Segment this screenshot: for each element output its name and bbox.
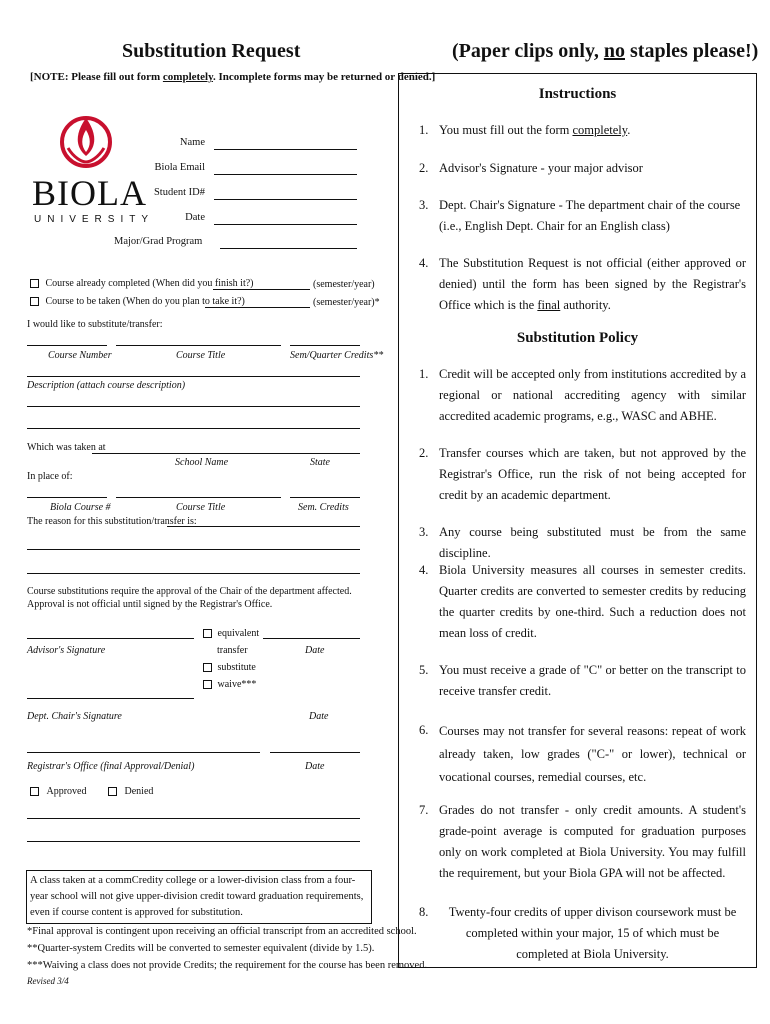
email-field[interactable] bbox=[214, 174, 357, 175]
sem-credits-label: Sem. Credits bbox=[298, 502, 349, 513]
instruction-1-num: 1. bbox=[419, 123, 429, 137]
paperclip-post: staples please!) bbox=[625, 40, 759, 62]
waive-checkbox[interactable] bbox=[203, 680, 212, 689]
date-field[interactable] bbox=[214, 224, 357, 225]
logo-subtitle: UNIVERSITY bbox=[34, 214, 155, 225]
footnote-2: **Quarter-system Credits will be converted to semester equivalent (divide by 1.5). bbox=[27, 943, 375, 954]
email-label: Biola Email bbox=[154, 162, 205, 173]
date-label: Date bbox=[185, 212, 205, 223]
denied-checkbox[interactable] bbox=[108, 787, 117, 796]
policy-3: Any course being substituted must be from the same discipline. bbox=[439, 525, 746, 560]
name-label: Name bbox=[179, 137, 205, 148]
registrar-signature-field[interactable] bbox=[27, 752, 260, 753]
course-completed-option bbox=[30, 278, 254, 289]
paperclip-pre: (Paper clips only, bbox=[452, 40, 604, 62]
credits-label: Sem/Quarter Credits** bbox=[290, 350, 384, 361]
instruction-2-num: 2. bbox=[419, 161, 429, 175]
footnote-3: ***Waiving a class does not provide Credits; the requirement for the course has been removed. bbox=[27, 960, 428, 971]
policy-2: Transfer courses which are taken, but not approved by the Registrar's Office, run the risk of not being accepted for credit by an academic department. bbox=[439, 446, 746, 502]
date1-label: Date bbox=[305, 645, 325, 656]
course-title2-label: Course Title bbox=[176, 502, 226, 513]
policy-1-num: 1. bbox=[419, 367, 429, 381]
waive-label: waive*** bbox=[217, 679, 257, 690]
registrar-signature-label: Registrar's Office (final Approval/Denial) bbox=[27, 761, 195, 772]
instruction-3-num: 3. bbox=[419, 198, 429, 212]
registrar-notes-line-1[interactable] bbox=[27, 818, 360, 819]
form-note bbox=[30, 71, 435, 83]
approved-option bbox=[30, 786, 87, 797]
policy-7: Grades do not transfer - only credit amounts. A student's grade-point average is computed for graduation purposes only on work completed at Biola University. You may fulfill the requirement, but your Biola GPA will not be affected. bbox=[439, 803, 746, 880]
date3-field[interactable] bbox=[270, 752, 360, 753]
name-field[interactable] bbox=[214, 149, 357, 150]
description-line-2[interactable] bbox=[27, 406, 360, 407]
school-name-label: School Name bbox=[175, 457, 229, 468]
chair-signature-field[interactable] bbox=[27, 698, 194, 699]
paperclip-no: no bbox=[603, 40, 625, 62]
approved-label: Approved bbox=[46, 786, 87, 797]
paperclip-notice bbox=[452, 40, 758, 63]
policy-8: Twenty-four credits of upper divison coursework must be completed within your major, 15 of which must be completed at Biola University. bbox=[448, 905, 737, 961]
reason-line-2[interactable] bbox=[27, 549, 360, 550]
policy-6: Courses may not transfer for several reasons: repeat of work already taken, low grades ("C-" or lower), technical or vocational courses, remedial courses, etc. bbox=[439, 724, 746, 784]
waive-option bbox=[203, 679, 256, 690]
instruction-4-post: authority. bbox=[560, 298, 611, 312]
course-to-be-taken-suffix: (semester/year)* bbox=[313, 297, 380, 308]
credits-field[interactable] bbox=[290, 345, 360, 346]
policy-7-num: 7. bbox=[419, 803, 429, 817]
substitute-option bbox=[203, 662, 256, 673]
course-number-label: Course Number bbox=[48, 350, 112, 361]
instruction-4 bbox=[439, 253, 746, 316]
course-to-be-taken-checkbox[interactable] bbox=[30, 297, 39, 306]
policy-2-num: 2. bbox=[419, 446, 429, 460]
note-underlined: completely bbox=[162, 71, 214, 83]
form-title: Substitution Request bbox=[122, 40, 301, 62]
school-field[interactable] bbox=[92, 453, 360, 454]
note-pre: [NOTE: Please fill out form bbox=[30, 71, 163, 83]
logo-name: BIOLA bbox=[32, 173, 147, 213]
equivalent-label: equivalent bbox=[217, 628, 260, 639]
advisor-signature-field[interactable] bbox=[27, 638, 194, 639]
biola-course-field[interactable] bbox=[27, 497, 107, 498]
date1-field[interactable] bbox=[263, 638, 360, 639]
instruction-4-pre: The Substitution Request is not official (either approved or denied) until the form has been signed by the Registrar's Office which is the bbox=[439, 256, 746, 312]
approval-statement: Course substitutions require the approval of the Chair of the department affected. Approval is not official until signed by the Registrar's Office. bbox=[27, 586, 352, 610]
substitute-checkbox[interactable] bbox=[203, 663, 212, 672]
denied-label: Denied bbox=[124, 786, 154, 797]
instruction-4-num: 4. bbox=[419, 256, 429, 270]
course-completed-suffix: (semester/year) bbox=[313, 279, 375, 290]
course-completed-checkbox[interactable] bbox=[30, 279, 39, 288]
student-id-field[interactable] bbox=[214, 199, 357, 200]
denied-option bbox=[108, 786, 153, 797]
program-label: Major/Grad Program bbox=[114, 236, 203, 247]
sem-credits-field[interactable] bbox=[290, 497, 360, 498]
instruction-1-post: . bbox=[627, 123, 631, 137]
policy-4-num: 4. bbox=[419, 563, 429, 577]
description-line-3[interactable] bbox=[27, 428, 360, 429]
in-place-of-label: In place of: bbox=[27, 471, 73, 482]
policy-5-num: 5. bbox=[419, 663, 429, 677]
chair-signature-label: Dept. Chair's Signature bbox=[27, 711, 122, 722]
course-title-label: Course Title bbox=[176, 350, 226, 361]
state-label: State bbox=[310, 457, 330, 468]
policy-6-num: 6. bbox=[419, 723, 429, 737]
equivalent-option bbox=[203, 628, 259, 639]
substitute-intro: I would like to substitute/transfer: bbox=[27, 319, 163, 330]
note-post: . Incomplete forms may be returned or denied.] bbox=[213, 71, 436, 83]
transfer-label: transfer bbox=[217, 645, 248, 656]
biola-course-label: Biola Course # bbox=[50, 502, 111, 513]
policy-4: Biola University measures all courses in semester credits. Quarter credits are converted to semester credits by reducing the quarter credits by one-third. Such a reduction does not mean loss of credit. bbox=[439, 563, 746, 640]
policy-heading: Substitution Policy bbox=[516, 330, 639, 346]
course-number-field[interactable] bbox=[27, 345, 107, 346]
advisor-signature-label: Advisor's Signature bbox=[27, 645, 106, 656]
instruction-1-u: completely bbox=[572, 123, 628, 137]
instructions-heading: Instructions bbox=[538, 86, 617, 102]
course-title-field[interactable] bbox=[116, 345, 281, 346]
course-to-be-taken-field[interactable] bbox=[205, 307, 310, 308]
instruction-2: Advisor's Signature - your major advisor bbox=[439, 161, 643, 175]
biola-flame-icon bbox=[56, 108, 116, 172]
instruction-1 bbox=[439, 120, 746, 141]
instruction-1-pre: You must fill out the form bbox=[439, 123, 573, 137]
policy-5: You must receive a grade of "C" or better on the transcript to receive transfer credit. bbox=[439, 663, 746, 698]
date3-label: Date bbox=[305, 761, 325, 772]
policy-3-num: 3. bbox=[419, 525, 429, 539]
course-completed-label: Course already completed (When did you finish it?) bbox=[45, 278, 254, 289]
description-label: Description (attach course description) bbox=[27, 380, 186, 391]
course-completed-field[interactable] bbox=[213, 289, 310, 290]
program-field[interactable] bbox=[220, 248, 357, 249]
revised-label: Revised 3/4 bbox=[27, 976, 69, 986]
reason-field[interactable] bbox=[167, 526, 360, 527]
course-to-be-taken-option bbox=[30, 296, 245, 307]
reason-line-3[interactable] bbox=[27, 573, 360, 574]
policy-8-num: 8. bbox=[419, 905, 429, 919]
registrar-notes-line-2[interactable] bbox=[27, 841, 360, 842]
footnote-1: *Final approval is contingent upon receiving an official transcript from an accredited school. bbox=[27, 926, 417, 937]
approved-checkbox[interactable] bbox=[30, 787, 39, 796]
substitute-label: substitute bbox=[217, 662, 256, 673]
instruction-4-u: final bbox=[537, 298, 561, 312]
boxed-note: A class taken at a commCredity college or a lower-division class from a four-year school will not give upper-division credit toward graduation requirements, even if course content is approved for substitution. bbox=[26, 870, 372, 924]
course-to-be-taken-label: Course to be taken (When do you plan to take it?) bbox=[45, 296, 245, 307]
taken-at-label: Which was taken at bbox=[27, 442, 106, 453]
policy-1: Credit will be accepted only from institutions accredited by a regional or national accrediting agency with similar accredited academic programs, e.g., WASC and ABHE. bbox=[439, 367, 746, 423]
date2-label: Date bbox=[309, 711, 329, 722]
student-id-label: Student ID# bbox=[153, 187, 205, 198]
reason-label: The reason for this substitution/transfer is: bbox=[27, 516, 197, 527]
equivalent-checkbox[interactable] bbox=[203, 629, 212, 638]
instruction-3: Dept. Chair's Signature - The department chair of the course (i.e., English Dept. Chair for an English class) bbox=[439, 198, 741, 233]
description-line-1[interactable] bbox=[27, 376, 360, 377]
biola-course-title-field[interactable] bbox=[116, 497, 281, 498]
